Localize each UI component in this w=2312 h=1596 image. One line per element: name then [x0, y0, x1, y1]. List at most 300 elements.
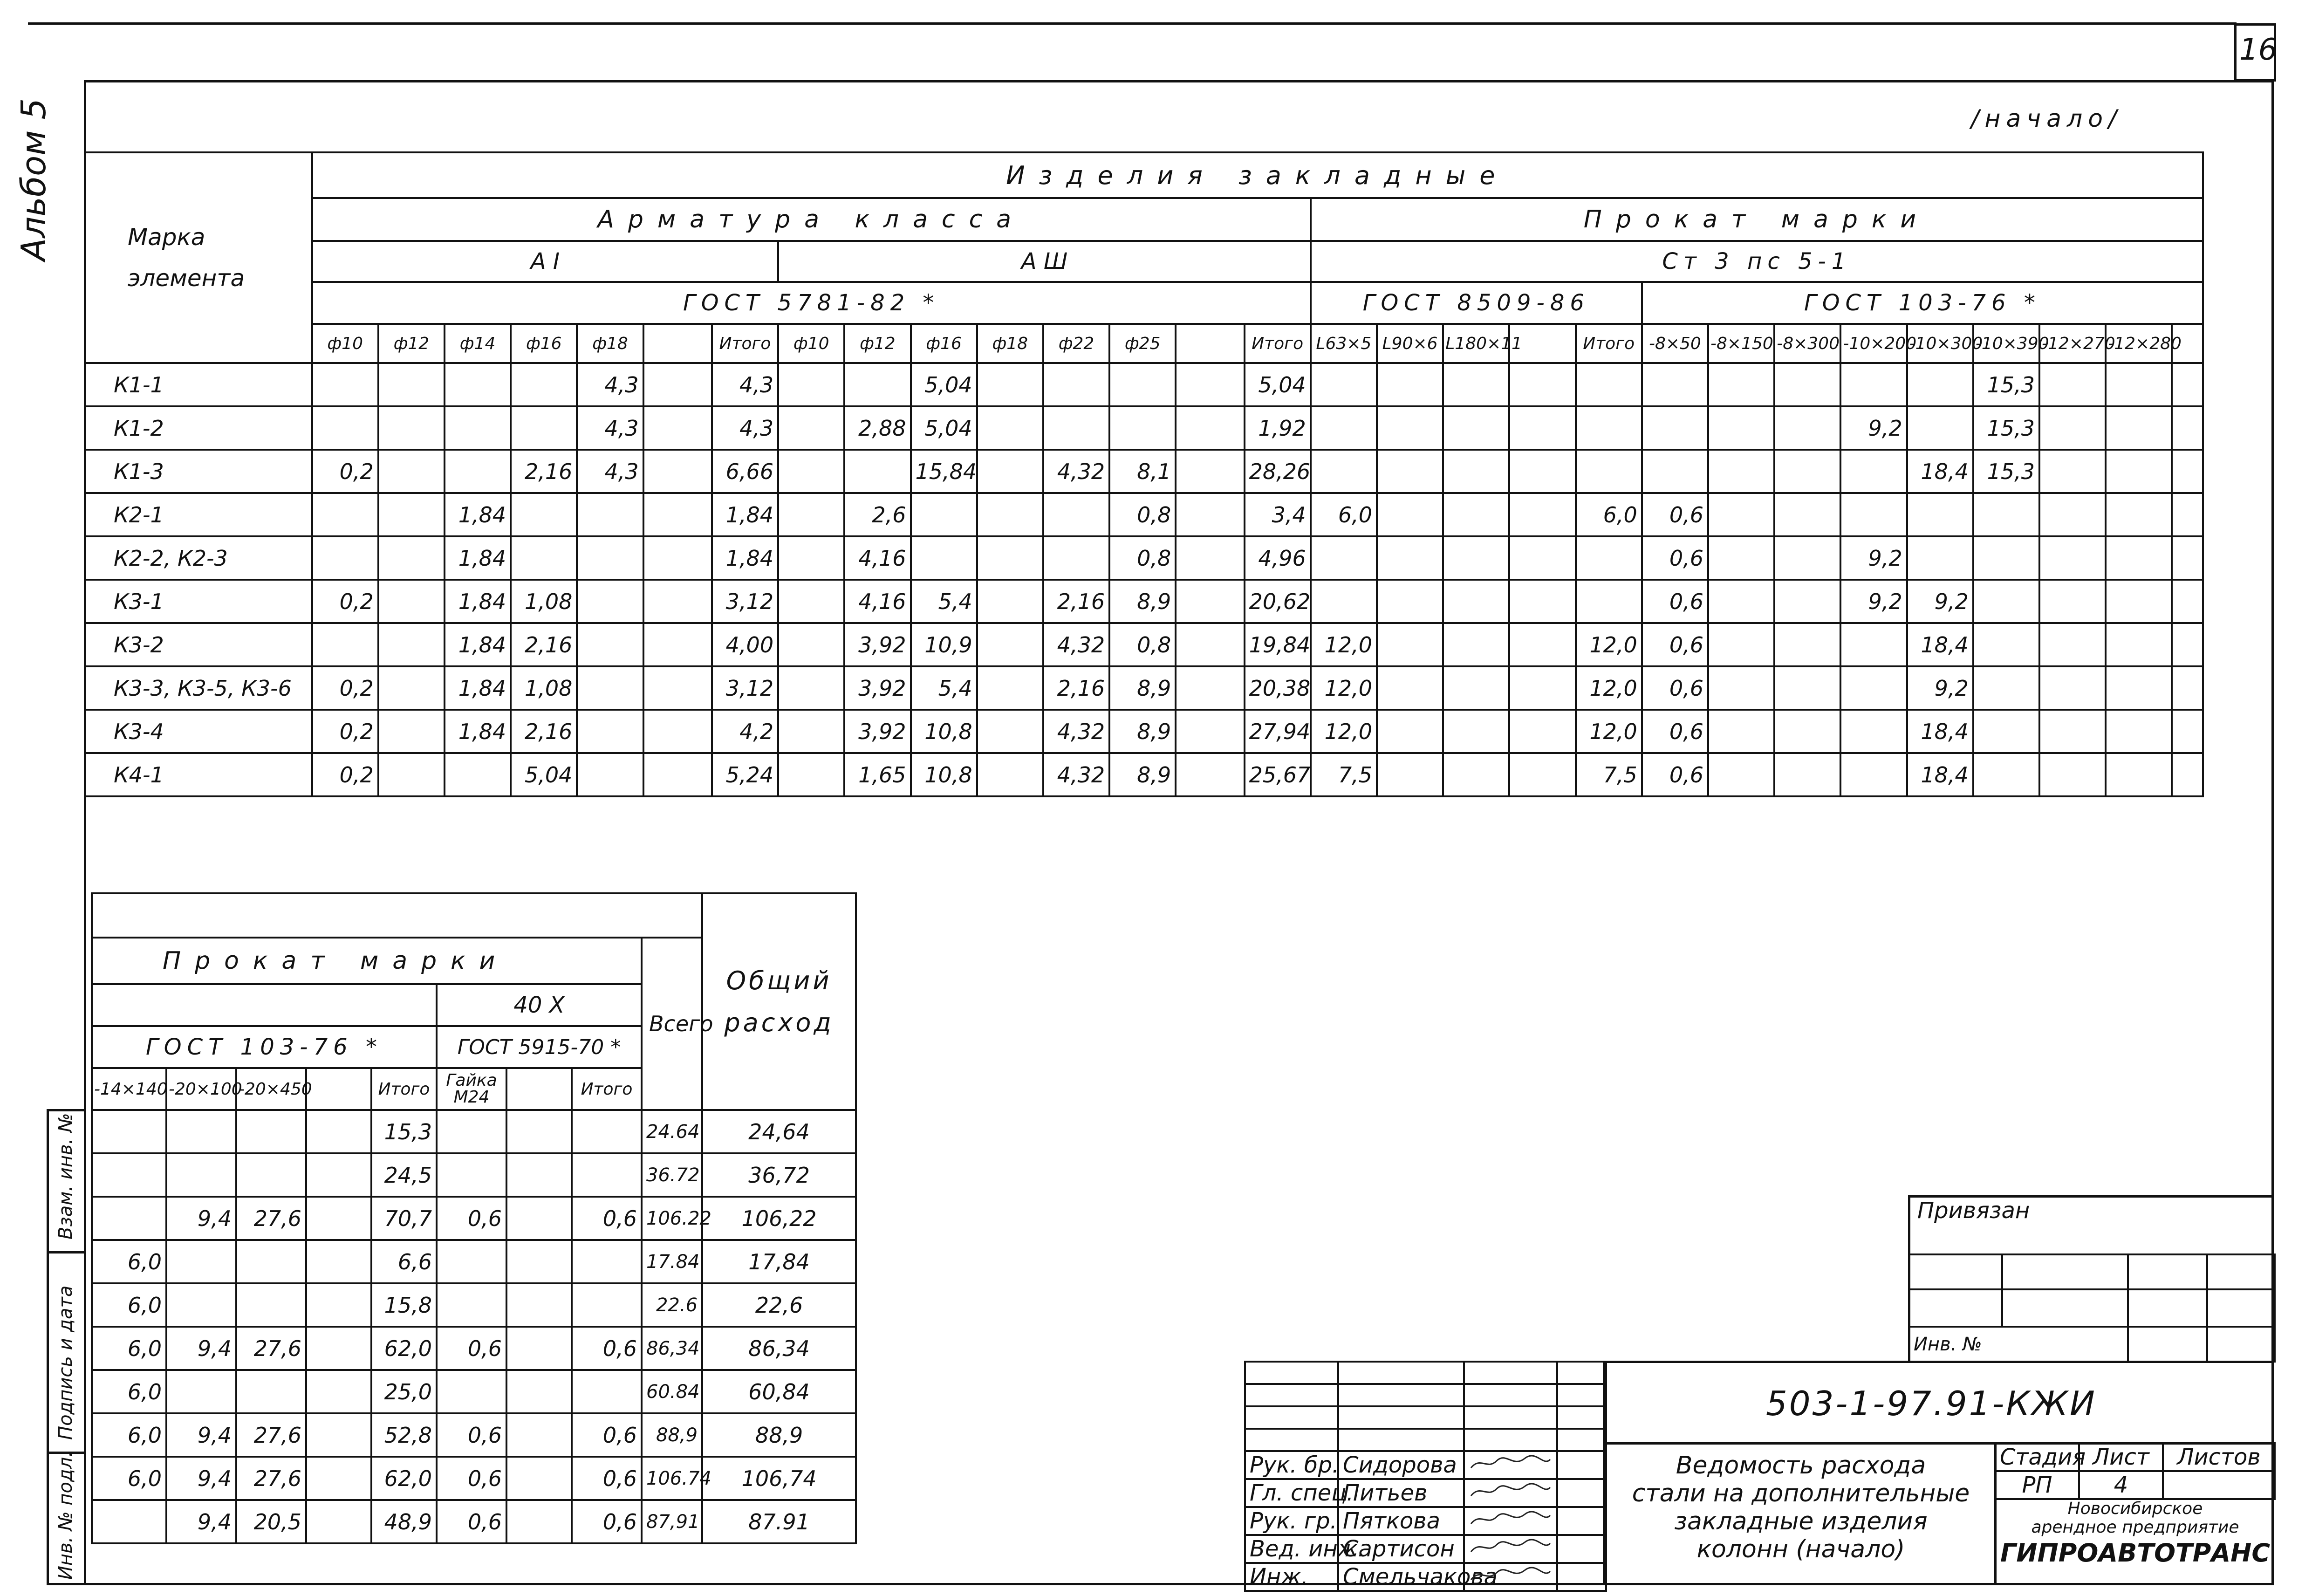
value-cell [378, 710, 445, 753]
value-cell [2039, 536, 2106, 580]
value-cell: 0,8 [1109, 493, 1176, 536]
value-cell [1176, 666, 1244, 710]
value-cell: 12,0 [1311, 623, 1377, 666]
col-header [506, 1068, 572, 1110]
value-cell [643, 666, 712, 710]
margin-label-signature-date: Подпись и дата [55, 1285, 76, 1440]
value-cell: 9,2 [1840, 406, 1907, 450]
value-cell: 6,0 [92, 1413, 166, 1457]
value-cell [778, 623, 844, 666]
value-cell [506, 1500, 572, 1543]
col-header: -8×300 [1774, 324, 1840, 363]
table-row [92, 1283, 856, 1327]
value-cell: 0,8 [1109, 536, 1176, 580]
col-header: Гайка М24 [437, 1068, 506, 1110]
value-cell: 4,32 [1043, 623, 1109, 666]
value-cell [2039, 493, 2106, 536]
element-mark-cell: К3-3, К3-5, К3-6 [85, 666, 312, 710]
element-mark-cell: К3-2 [85, 623, 312, 666]
value-cell: 0,6 [572, 1457, 642, 1500]
signature-row [1245, 1451, 1606, 1479]
role-cell: Инж. [1245, 1563, 1338, 1591]
value-cell [1840, 623, 1907, 666]
handwritten-signature [1469, 1538, 1553, 1556]
secondary-gost-103-header: ГОСТ 103-76 * [92, 1026, 437, 1068]
value-cell: 7,5 [1576, 753, 1642, 796]
gost-8509-header: ГОСТ 8509-86 [1311, 282, 1642, 324]
value-cell [1176, 580, 1244, 623]
value-cell [1774, 666, 1840, 710]
value-cell [1043, 406, 1109, 450]
value-cell [1377, 710, 1443, 753]
element-mark-cell: К1-3 [85, 450, 312, 493]
col-header: L180×11 [1443, 324, 1509, 363]
value-cell [1377, 666, 1443, 710]
album-label: Альбом 5 [14, 98, 53, 261]
value-cell [1973, 536, 2039, 580]
value-cell [1176, 363, 1244, 406]
value-cell [1377, 536, 1443, 580]
value-cell [1840, 450, 1907, 493]
ai-class-header: А I [312, 241, 779, 282]
value-cell [92, 1500, 166, 1543]
value-cell [2106, 623, 2172, 666]
margin-label-replaced-inv: Взам. инв. № [55, 1113, 76, 1240]
value-cell [778, 493, 844, 536]
col-header-total: Итого [371, 1068, 437, 1110]
col-header: L63×5 [1311, 324, 1377, 363]
value-cell [1973, 493, 2039, 536]
value-cell [1109, 363, 1176, 406]
value-cell [911, 493, 977, 536]
table-row [92, 1413, 856, 1457]
overall-value-cell: 88,9 [702, 1413, 856, 1457]
col-header: ф12 [378, 324, 445, 363]
secondary-table-body [92, 1110, 856, 1543]
value-cell [306, 1457, 371, 1500]
value-cell: 2,16 [511, 623, 577, 666]
overall-consumption-header: Общий расход [702, 893, 856, 1110]
value-cell: 4,16 [844, 580, 910, 623]
value-cell [1708, 666, 1774, 710]
col-header: ф16 [511, 324, 577, 363]
value-cell [1840, 363, 1907, 406]
description-line: Ведомость расхода [1676, 1452, 1926, 1480]
value-cell [437, 1370, 506, 1413]
overall-value-cell: 106,74 [702, 1457, 856, 1500]
col-header [306, 1068, 371, 1110]
value-cell: 8,9 [1109, 753, 1176, 796]
value-cell [236, 1110, 306, 1153]
value-cell [643, 450, 712, 493]
col-header: -14×140 [92, 1068, 166, 1110]
value-cell: 27,6 [236, 1457, 306, 1500]
value-cell: 25,0 [371, 1370, 437, 1413]
table-row [92, 1500, 856, 1543]
name-cell: Пяткова [1338, 1507, 1464, 1535]
value-cell [378, 406, 445, 450]
value-cell [236, 1153, 306, 1197]
signature-row [1245, 1563, 1606, 1591]
value-cell [977, 753, 1043, 796]
value-cell: 3,92 [844, 710, 910, 753]
value-cell [1311, 363, 1377, 406]
value-cell [2039, 710, 2106, 753]
value-cell [1443, 710, 1509, 753]
mark-header-line2: элемента [128, 265, 245, 292]
value-cell [306, 1240, 371, 1283]
name-cell: Смельчакова [1338, 1563, 1464, 1591]
value-cell: 0,6 [572, 1500, 642, 1543]
value-cell: 6,6 [371, 1240, 437, 1283]
value-cell [506, 1110, 572, 1153]
col-header: ф18 [577, 324, 643, 363]
value-cell [1774, 493, 1840, 536]
value-cell [977, 450, 1043, 493]
value-cell [844, 450, 910, 493]
value-cell [2106, 493, 2172, 536]
col-header [1176, 324, 1244, 363]
col-header: -10×200 [1840, 324, 1907, 363]
value-cell: 5,04 [511, 753, 577, 796]
total-value-cell: 60.84 [642, 1370, 702, 1413]
value-cell [2106, 710, 2172, 753]
value-cell: 9,4 [166, 1327, 236, 1370]
name-cell: Сидорова [1338, 1451, 1464, 1479]
value-cell [1176, 536, 1244, 580]
value-cell [1774, 450, 1840, 493]
value-cell [577, 536, 643, 580]
value-cell [92, 1153, 166, 1197]
signature-cell [1464, 1451, 1557, 1479]
value-cell: 0,6 [1642, 666, 1708, 710]
value-cell [572, 1153, 642, 1197]
value-cell: 5,04 [911, 363, 977, 406]
value-cell: 3,12 [712, 666, 778, 710]
value-cell [2039, 450, 2106, 493]
value-cell: 4,00 [712, 623, 778, 666]
total-value-cell: 17.84 [642, 1240, 702, 1283]
continuation-label: /начало/ [1971, 105, 2122, 133]
value-cell [2172, 493, 2203, 536]
value-cell [1642, 406, 1708, 450]
value-cell [1311, 450, 1377, 493]
value-cell [2106, 363, 2172, 406]
value-cell [306, 1413, 371, 1457]
value-cell: 27,6 [236, 1413, 306, 1457]
signature-cell [1464, 1479, 1557, 1507]
value-cell: 0,2 [312, 753, 378, 796]
value-cell [506, 1370, 572, 1413]
value-cell [977, 710, 1043, 753]
value-cell [1509, 753, 1575, 796]
main-table-body [85, 363, 2203, 796]
value-cell: 9,2 [1907, 666, 1973, 710]
element-mark-cell: К1-1 [85, 363, 312, 406]
value-cell [506, 1240, 572, 1283]
value-cell [1708, 450, 1774, 493]
col-header: -10×390 [1973, 324, 2039, 363]
value-cell [1176, 493, 1244, 536]
value-cell: 3,4 [1245, 493, 1311, 536]
value-cell [2106, 580, 2172, 623]
value-cell [2106, 666, 2172, 710]
sheets-value [2163, 1471, 2275, 1499]
value-cell [977, 666, 1043, 710]
value-cell [506, 1457, 572, 1500]
value-cell [1509, 623, 1575, 666]
value-cell [643, 710, 712, 753]
value-cell: 28,26 [1245, 450, 1311, 493]
col-header: ф12 [844, 324, 910, 363]
value-cell: 62,0 [371, 1327, 437, 1370]
value-cell: 0,6 [572, 1413, 642, 1457]
date-cell [1557, 1507, 1606, 1535]
role-cell: Вед. инж. [1245, 1535, 1338, 1563]
value-cell [306, 1153, 371, 1197]
table-row [85, 406, 2203, 450]
table-row [85, 493, 2203, 536]
value-cell [1043, 363, 1109, 406]
value-cell: 6,0 [92, 1283, 166, 1327]
value-cell [911, 536, 977, 580]
value-cell [1377, 450, 1443, 493]
table-row [92, 1197, 856, 1240]
value-cell: 0,6 [437, 1413, 506, 1457]
value-cell: 9,4 [166, 1413, 236, 1457]
value-cell: 1,08 [511, 580, 577, 623]
value-cell: 6,0 [1311, 493, 1377, 536]
col-header: -20×450 [236, 1068, 306, 1110]
value-cell [437, 1153, 506, 1197]
value-cell [1377, 753, 1443, 796]
value-cell: 5,4 [911, 666, 977, 710]
value-cell: 1,84 [445, 666, 511, 710]
org-line: Новосибирское [2067, 1499, 2203, 1518]
value-cell [506, 1197, 572, 1240]
value-cell [1443, 363, 1509, 406]
value-cell: 4,32 [1043, 450, 1109, 493]
value-cell [572, 1240, 642, 1283]
value-cell [977, 406, 1043, 450]
value-cell [1907, 363, 1973, 406]
value-cell: 15,3 [1973, 450, 2039, 493]
value-cell: 6,0 [92, 1457, 166, 1500]
value-cell: 3,92 [844, 623, 910, 666]
value-cell: 9,2 [1907, 580, 1973, 623]
stage-value: РП [1995, 1471, 2079, 1499]
value-cell: 27,6 [236, 1327, 306, 1370]
value-cell [1311, 406, 1377, 450]
value-cell [306, 1283, 371, 1327]
value-cell [445, 753, 511, 796]
value-cell: 2,16 [511, 450, 577, 493]
value-cell [378, 580, 445, 623]
value-cell [166, 1240, 236, 1283]
value-cell: 2,6 [844, 493, 910, 536]
value-cell [1708, 623, 1774, 666]
rebar-class-header: Арматура класса [312, 198, 1311, 241]
value-cell [1840, 493, 1907, 536]
element-mark-cell: К2-2, К2-3 [85, 536, 312, 580]
col-header: ф16 [911, 324, 977, 363]
value-cell [1509, 406, 1575, 450]
value-cell [1509, 363, 1575, 406]
value-cell: 1,84 [445, 623, 511, 666]
total-header: Всего [642, 938, 702, 1110]
value-cell: 6,0 [92, 1240, 166, 1283]
value-cell [643, 406, 712, 450]
overall-value-cell: 24,64 [702, 1110, 856, 1153]
role-cell: Рук. бр. [1245, 1451, 1338, 1479]
value-cell [778, 363, 844, 406]
value-cell [92, 1110, 166, 1153]
value-cell [1576, 406, 1642, 450]
value-cell: 0,6 [1642, 580, 1708, 623]
value-cell: 18,4 [1907, 450, 1973, 493]
value-cell: 5,4 [911, 580, 977, 623]
value-cell [1576, 580, 1642, 623]
signature-row [1245, 1507, 1606, 1535]
overall-value-cell: 86,34 [702, 1327, 856, 1370]
org-name: ГИПРОАВТОТРАНС [2000, 1538, 2270, 1568]
value-cell: 15,84 [911, 450, 977, 493]
value-cell [572, 1370, 642, 1413]
col-header [643, 324, 712, 363]
table-row [85, 666, 2203, 710]
value-cell [2106, 536, 2172, 580]
value-cell [378, 623, 445, 666]
value-cell: 52,8 [371, 1413, 437, 1457]
value-cell: 20,5 [236, 1500, 306, 1543]
signature-rows [1245, 1451, 1606, 1591]
value-cell: 1,84 [445, 536, 511, 580]
value-cell: 1,84 [712, 536, 778, 580]
value-cell [1774, 580, 1840, 623]
value-cell: 4,2 [712, 710, 778, 753]
value-cell: 15,8 [371, 1283, 437, 1327]
embedded-items-title: Изделия закладные [312, 152, 2203, 198]
value-cell [511, 536, 577, 580]
description-line: стали на дополнительные [1632, 1480, 1970, 1507]
value-cell [577, 710, 643, 753]
value-cell [166, 1370, 236, 1413]
signature-cell [1464, 1563, 1557, 1591]
value-cell [2172, 580, 2203, 623]
secondary-blank-grade [92, 984, 437, 1026]
value-cell: 4,3 [577, 450, 643, 493]
value-cell [437, 1110, 506, 1153]
value-cell [977, 363, 1043, 406]
value-cell [1973, 580, 2039, 623]
stage-sheet-table [1994, 1442, 2276, 1500]
value-cell: 18,4 [1907, 623, 1973, 666]
col-header: ф10 [778, 324, 844, 363]
table-row [85, 753, 2203, 796]
value-cell: 2,16 [1043, 666, 1109, 710]
value-cell [1443, 623, 1509, 666]
value-cell [643, 580, 712, 623]
signature-cell [1464, 1507, 1557, 1535]
value-cell [1774, 710, 1840, 753]
value-cell: 6,0 [92, 1370, 166, 1413]
value-cell: 10,8 [911, 710, 977, 753]
value-cell [2106, 753, 2172, 796]
value-cell [1509, 536, 1575, 580]
total-value-cell: 106.74 [642, 1457, 702, 1500]
value-cell [306, 1500, 371, 1543]
total-value-cell: 36.72 [642, 1153, 702, 1197]
value-cell [437, 1240, 506, 1283]
value-cell [778, 450, 844, 493]
value-cell [2172, 406, 2203, 450]
value-cell [437, 1283, 506, 1327]
value-cell: 24,5 [371, 1153, 437, 1197]
value-cell: 0,6 [437, 1457, 506, 1500]
rolled-grade-header: Прокат марки [1311, 198, 2203, 241]
value-cell [1907, 536, 1973, 580]
signature-row [1245, 1479, 1606, 1507]
value-cell: 18,4 [1907, 753, 1973, 796]
sheets-label: Листов [2163, 1443, 2275, 1471]
value-cell [236, 1283, 306, 1327]
steel-grade-header: Ст 3 пс 5-1 [1311, 241, 2203, 282]
value-cell: 8,1 [1109, 450, 1176, 493]
value-cell [1907, 406, 1973, 450]
col-header: ф22 [1043, 324, 1109, 363]
value-cell [643, 753, 712, 796]
col-header: -12×270 [2039, 324, 2106, 363]
value-cell: 20,38 [1245, 666, 1311, 710]
col-header: ф18 [977, 324, 1043, 363]
date-cell [1557, 1535, 1606, 1563]
col-header: -8×50 [1642, 324, 1708, 363]
table-row [85, 450, 2203, 493]
table-row [92, 1240, 856, 1283]
value-cell [312, 493, 378, 536]
value-cell: 9,2 [1840, 580, 1907, 623]
handwritten-signature [1469, 1482, 1553, 1500]
value-cell [1973, 753, 2039, 796]
value-cell [1509, 710, 1575, 753]
value-cell [1443, 536, 1509, 580]
value-cell [572, 1110, 642, 1153]
value-cell [577, 493, 643, 536]
value-cell [2172, 710, 2203, 753]
value-cell [2039, 666, 2106, 710]
value-cell [1377, 623, 1443, 666]
gost-rebar-header: ГОСТ 5781-82 * [312, 282, 1311, 324]
value-cell: 4,32 [1043, 753, 1109, 796]
col-header-total: Итого [712, 324, 778, 363]
value-cell [312, 406, 378, 450]
total-value-cell: 22.6 [642, 1283, 702, 1327]
value-cell [312, 536, 378, 580]
handwritten-signature [1469, 1566, 1553, 1584]
value-cell: 3,92 [844, 666, 910, 710]
value-cell [2172, 753, 2203, 796]
value-cell [643, 623, 712, 666]
value-cell [1509, 666, 1575, 710]
value-cell [2172, 450, 2203, 493]
value-cell: 0,6 [437, 1327, 506, 1370]
value-cell [1443, 753, 1509, 796]
value-cell: 5,24 [712, 753, 778, 796]
overall-value-cell: 22,6 [702, 1283, 856, 1327]
value-cell: 2,16 [511, 710, 577, 753]
value-cell [977, 580, 1043, 623]
value-cell: 25,67 [1245, 753, 1311, 796]
